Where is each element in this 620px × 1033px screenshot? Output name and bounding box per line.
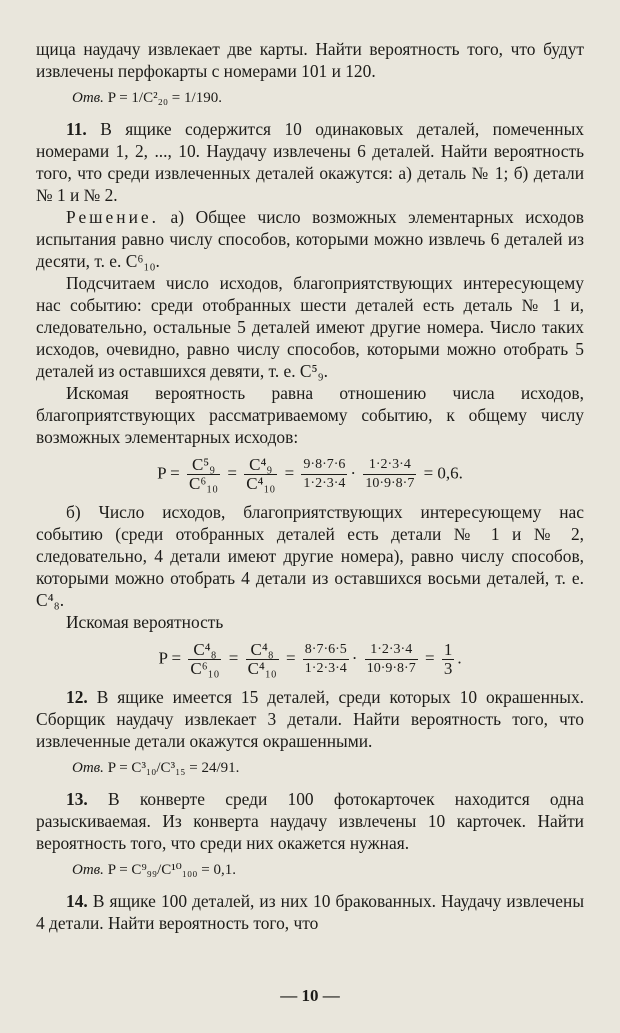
frac-denominator: 10·9·8·7: [365, 476, 415, 491]
problem-14-text: В ящике 100 деталей, из них 10 бракованных. Наудачу извлечены 4 детали. Найти вероятность того, что: [36, 891, 584, 933]
problem-13-number: 13.: [66, 789, 88, 809]
frac-denominator: 1·2·3·4: [304, 661, 347, 676]
frac-numerator: 9·8·7·6: [301, 456, 347, 475]
problem-12-statement: [36, 686, 584, 752]
frac-numerator: 8·7·6·5: [303, 641, 349, 660]
formula-1-frac-1: [187, 456, 220, 493]
problem-13-statement: [36, 788, 584, 854]
problem-11-number: 11.: [66, 119, 87, 139]
formula-1-frac-4: [363, 456, 416, 493]
formula-1-frac-2: [244, 456, 277, 493]
solution-label: Решение.: [66, 207, 159, 227]
frac-denominator: 3: [443, 659, 453, 678]
formula-2-frac-4: [365, 641, 418, 678]
frac-denominator: C⁴₁₀: [246, 474, 276, 493]
frac-denominator: C⁶₁₀: [190, 659, 220, 678]
problem-12-text: В ящике имеется 15 деталей, среди которых 10 окрашенных. Сборщик наудачу извлекает 3 детали. Найти вероятность того, что извлеченные детали окажутся окрашенными.: [36, 687, 584, 751]
frac-denominator: C⁶₁₀: [188, 474, 219, 493]
problem-11-solution-b: б) Число исходов, благоприятствующих интересующему нас событию (среди отобранных деталей есть детали № 1 и № 2, следовательно, 4 детали имеют другие номера), равно числу способов, которыми можно отобрать 4 детали из оставшихся восьми деталей, т. е. C⁴₈.: [36, 502, 584, 610]
frac-numerator: C⁴₈: [246, 641, 279, 660]
problem-11-count-paragraph: Подсчитаем число исходов, благоприятствующих интересующему нас событию: среди отобранных шести деталей есть деталь № 1 и, следовательно, остальные 5 деталей имеют другие номера. Число таких исходов, очевидно, равно числу способов, которыми можно отобрать 5 деталей из оставшихся девяти, т. е. C⁵₉.: [36, 273, 584, 381]
answer-12: [36, 758, 584, 778]
answer-13: [36, 860, 584, 880]
frac-denominator: C⁴₁₀: [247, 659, 277, 678]
frac-denominator: 10·9·8·7: [366, 661, 416, 676]
answer-10: [36, 88, 584, 108]
problem-11-ratio-paragraph: Искомая вероятность равна отношению числа исходов, благоприятствующих рассматриваемому событию, к общему числу возможных элементарных исходов:: [36, 383, 584, 447]
problem-11-solution-a: [36, 206, 584, 272]
answer-10-formula: P = 1/C²₂₀ = 1/190.: [107, 90, 222, 106]
frac-numerator: 1·2·3·4: [365, 641, 418, 660]
formula-1-frac-3: [301, 456, 347, 493]
page-number: — 10 —: [280, 986, 340, 1005]
problem-14-number: 14.: [66, 891, 88, 911]
problem-11-text: В ящике содержится 10 одинаковых деталей, помеченных номерами 1, 2, ..., 10. Наудачу извлечены 6 деталей. Найти вероятность того, что среди извлеченных деталей окажутся: а) деталь № 1; б) детали № 1 и № 2.: [36, 119, 584, 205]
formula-2-frac-2: [246, 641, 279, 678]
frac-numerator: C⁵₉: [187, 456, 220, 475]
frac-numerator: C⁴₉: [244, 456, 277, 475]
formula-2-frac-1: [188, 641, 221, 678]
formula-1-lhs: P =: [157, 463, 180, 483]
answer-12-formula: P = C³₁₀/C³₁₅ = 24/91.: [107, 760, 240, 776]
formula-2: P = $\frac{\text{C⁴₈}}{\text{C⁶₁₀}}$ = $\frac{\text{C⁴₈}}{\text{C⁴₁₀}}$ = $\frac{8\cdot 7\cdot 6\cdot 5}{1\cdot 2\cdot 3\cdot 4}$ · $\frac{1\cdot 2\cdot 3\cdot 4}{10\cdot 9\cdot 8\cdot 7}$ = $\frac{1}{3}$ .: [158, 640, 462, 678]
frac-numerator: C⁴₈: [188, 641, 221, 660]
problem-11-statement: [36, 118, 584, 206]
formula-2-lhs: P =: [158, 648, 182, 668]
problem-11-sought-paragraph: Искомая вероятность: [66, 612, 224, 632]
answer-label: Отв.: [72, 90, 104, 106]
frac-numerator: 1·2·3·4: [363, 456, 416, 475]
solution-a-text: а) Общее число возможных элементарных исходов испытания равно числу способов, которыми можно извлечь 6 деталей из десяти, т. е. C⁶₁₀.: [36, 207, 584, 271]
formula-2-result: [442, 641, 455, 678]
formula-1: P = $\frac{\text{C⁵₉}}{\text{C⁶₁₀}}$ = $\frac{\text{C⁴₉}}{\text{C⁴₁₀}}$ = $\frac{9\cdot 8\cdot 7\cdot 6}{1\cdot 2\cdot 3\cdot 4}$ · $\frac{1\cdot 2\cdot 3\cdot 4}{10\cdot 9\cdot 8\cdot 7}$ = 0,6.: [157, 455, 463, 493]
answer-label: Отв.: [72, 862, 104, 878]
frac-denominator: 1·2·3·4: [303, 476, 346, 491]
formula-2-frac-3: [303, 641, 349, 678]
intro-paragraph: щица наудачу извлекает две карты. Найти вероятность того, что будут извлечены перфокарты с номерами 101 и 120.: [36, 39, 584, 81]
problem-13-text: В конверте среди 100 фотокарточек находится одна разыскиваемая. Из конверта наудачу извлечены 10 карточек. Найти вероятность того, что среди них окажется нужная.: [36, 789, 584, 853]
problem-12-number: 12.: [66, 687, 88, 707]
answer-13-formula: P = C⁹₉₉/C¹⁰₁₀₀ = 0,1.: [107, 862, 236, 878]
answer-label: Отв.: [72, 760, 104, 776]
frac-numerator: 1: [443, 640, 453, 659]
problem-14-statement: [36, 890, 584, 934]
formula-1-result: = 0,6.: [423, 463, 463, 483]
